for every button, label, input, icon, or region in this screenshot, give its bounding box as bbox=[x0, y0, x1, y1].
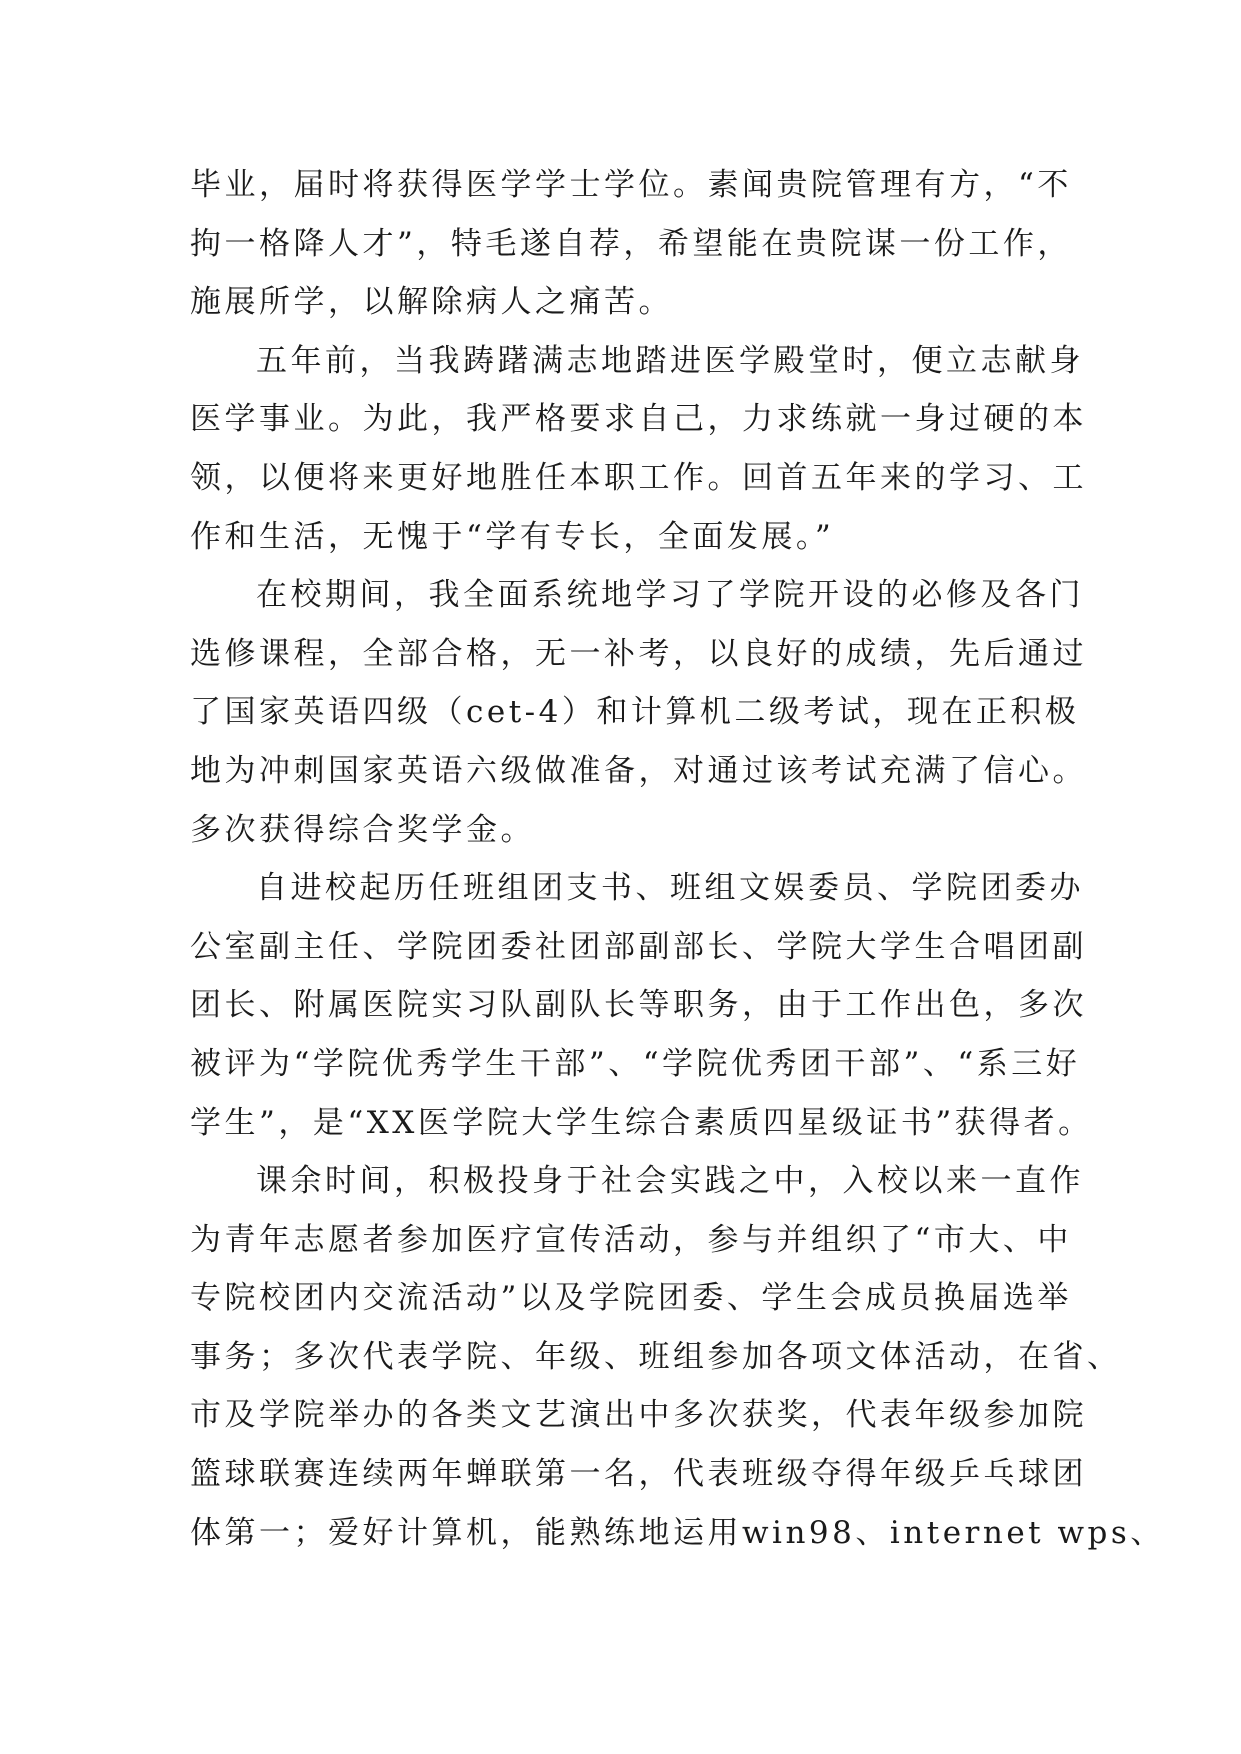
text-line: 课余时间，积极投身于社会实践之中，入校以来一直作 bbox=[256, 1163, 1084, 1200]
paragraph-3 bbox=[190, 566, 1090, 859]
text-line: 作和生活，无愧于“学有专长，全面发展。” bbox=[190, 518, 835, 555]
paragraph-2 bbox=[190, 332, 1090, 566]
text-line: 被评为“学院优秀学生干部”、“学院优秀团干部”、“系三好 bbox=[190, 1045, 1081, 1082]
text-line: 在校期间，我全面系统地学习了学院开设的必修及各门 bbox=[256, 577, 1084, 614]
paragraph-4 bbox=[190, 859, 1093, 1152]
paragraph-1 bbox=[190, 156, 1090, 332]
text-line: 多次获得综合奖学金。 bbox=[190, 811, 535, 848]
text-line: 专院校团内交流活动”以及学院团委、学生会成员换届选举 bbox=[190, 1280, 1072, 1317]
text-line: 为青年志愿者参加医疗宣传活动，参与并组织了“市大、中 bbox=[190, 1221, 1072, 1258]
text-line: 了国家英语四级（cet-4）和计算机二级考试，现在正积极 bbox=[190, 694, 1080, 731]
text-line: 公室副主任、学院团委社团部副部长、学院大学生合唱团副 bbox=[190, 928, 1087, 965]
document-body bbox=[190, 156, 1165, 1562]
text-line: 选修课程，全部合格，无一补考，以良好的成绩，先后通过 bbox=[190, 635, 1087, 672]
text-line: 团长、附属医院实习队副队长等职务，由于工作出色，多次 bbox=[190, 987, 1087, 1024]
text-line: 学生”，是“XX医学院大学生综合素质四星级证书”获得者。 bbox=[190, 1104, 1093, 1141]
text-line: 篮球联赛连续两年蝉联第一名，代表班级夺得年级乒乓球团 bbox=[190, 1456, 1087, 1493]
text-line: 体第一；爱好计算机，能熟练地运用win98、internet wps、 bbox=[190, 1514, 1165, 1551]
text-line: 自进校起历任班组团支书、班组文娱委员、学院团委办 bbox=[256, 870, 1084, 907]
paragraph-5 bbox=[190, 1152, 1165, 1562]
text-line: 医学事业。为此，我严格要求自己，力求练就一身过硬的本 bbox=[190, 401, 1087, 438]
text-line: 五年前，当我踌躇满志地踏进医学殿堂时，便立志献身 bbox=[256, 342, 1084, 379]
text-line: 施展所学，以解除病人之痛苦。 bbox=[190, 284, 673, 321]
text-line: 事务；多次代表学院、年级、班组参加各项文体活动，在省、 bbox=[190, 1338, 1122, 1375]
text-line: 市及学院举办的各类文艺演出中多次获奖，代表年级参加院 bbox=[190, 1397, 1087, 1434]
text-line: 毕业，届时将获得医学学士学位。素闻贵院管理有方，“不 bbox=[190, 167, 1072, 203]
text-line: 领，以便将来更好地胜任本职工作。回首五年来的学习、工 bbox=[190, 459, 1087, 496]
text-line: 拘一格降人才”，特毛遂自荐，希望能在贵院谋一份工作， bbox=[190, 225, 1072, 262]
text-line: 地为冲刺国家英语六级做准备，对通过该考试充满了信心。 bbox=[190, 752, 1087, 789]
